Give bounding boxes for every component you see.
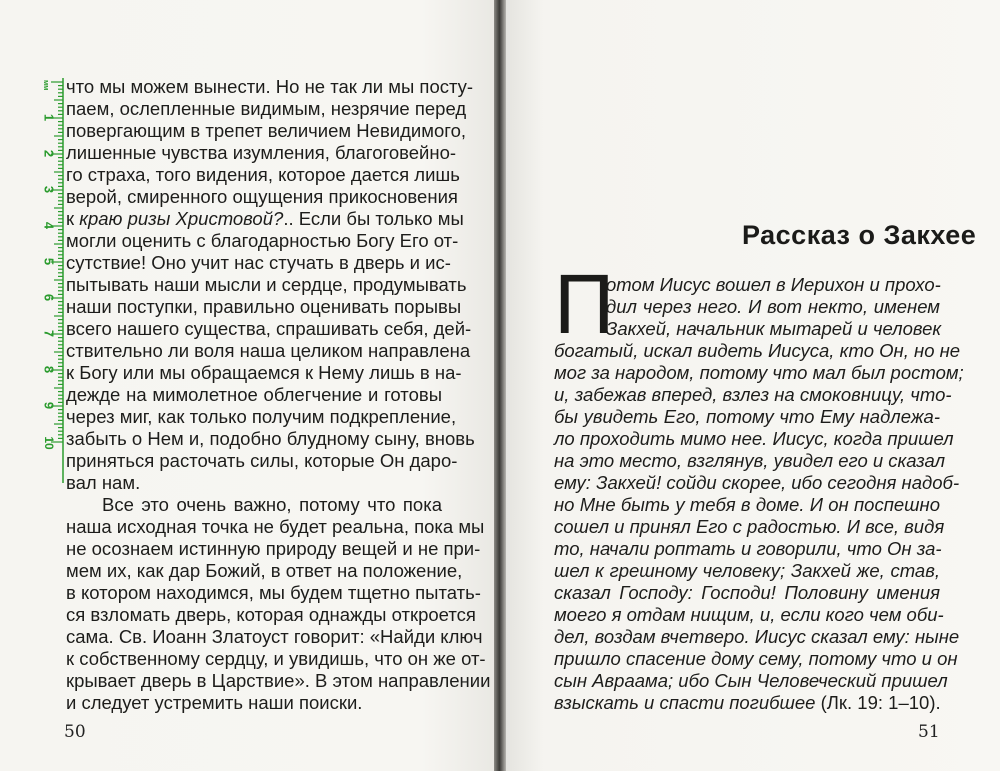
text-line: то, начали роптать и говорили, что Он за- [554,538,942,559]
text-line: Закхей, начальник мытарей и человек [606,318,942,339]
text-line: к собственному сердцу, и увидишь, что он же от- [66,648,486,669]
text-line: мем их, как дар Божий, в ответ на положение, [66,560,463,581]
text-line: пришло спасение дому сему, потому что и он [554,648,958,669]
text-fragment: .. Если бы только мы [283,208,464,229]
ruler-mark: 4 [41,221,57,230]
text-line: не осознаем истинную природу вещей и не при- [66,538,481,559]
text-line [66,208,464,230]
text-line: наши поступки, правильно оценивать порывы [66,296,462,317]
ruler-mark: 1 [41,113,57,122]
ruler-mark: 6 [41,293,57,302]
text-line: и следует устремить наши поиски. [66,692,363,713]
text-line: наша исходная точка не будет реальна, пока мы [66,516,485,537]
text-line: ся взломать дверь, которая однажды откроется [66,604,476,625]
text-line: через миг, как только получим подкрепление, [66,406,457,427]
text-line: сказал Господу: Господи! Половину имения [554,582,940,603]
chapter-title: Рассказ о Закхее [742,220,977,250]
text-line: богатый, искал видеть Иисуса, кто Он, но не [554,340,961,361]
text-line: верой, смиренного ощущения прикосновения [66,186,458,207]
text-line: паем, ослепленные видимым, незрячие перед [66,98,467,119]
text-line: дел, воздам вчетверо. Иисус сказал ему: ныне [554,626,960,647]
text-line: приняться расточать силы, которые Он даро- [66,450,458,471]
text-line: вал нам. [66,472,141,493]
text-line: бы увидеть Его, потому что Ему надлежа- [554,406,940,427]
text-line: ло проходить мимо нее. Иисус, когда пришел [554,428,954,449]
italic-quote: краю ризы Христовой? [79,208,284,229]
text-line: дил через него. И вот некто, именем [606,296,940,317]
text-fragment: взыскать и спасти погибшее [554,692,821,713]
ruler-mark: 7 [41,329,57,338]
text-line [554,692,941,714]
text-line: крывает дверь в Царствие». В этом направлении [66,670,491,691]
scripture-reference: (Лк. 19: 1–10). [820,692,941,713]
text-line: мог за народом, потому что мал был ростом; [554,362,964,383]
ruler-unit: мм [42,80,49,91]
page-number-right: 51 [918,722,940,742]
ruler-ticks [42,78,64,483]
text-line: ему: Закхей! сойди скорее, ибо сегодня надоб- [554,472,960,493]
text-line: в котором находимся, мы будем тщетно пытать- [66,582,481,603]
text-line: и, забежав вперед, взлез на смоковницу, что- [554,384,952,405]
text-line: к Богу или мы обращаемся к Нему лишь в на- [66,362,462,383]
text-line: ствительно ли воля наша целиком направлена [66,340,471,361]
drop-cap: П [554,257,615,351]
text-line: сама. Св. Иоанн Златоуст говорит: «Найди ключ [66,626,483,647]
text-line: Все это очень важно, потому что пока [102,494,442,515]
text-line: что мы можем вынести. Но не так ли мы посту- [66,76,474,97]
text-line: шел к грешному человеку; Закхей же, став, [554,560,940,581]
measurement-ruler [42,78,64,483]
text-line: могли оценить с благодарностью Богу Его от- [66,230,459,251]
text-line: го страха, того видения, которое дается лишь [66,164,460,185]
text-line: сын Авраама; ибо Сын Человеческий пришел [554,670,948,691]
text-line: на это место, взглянув, увидел его и сказал [554,450,946,471]
text-line: всего нашего существа, спрашивать себя, дей- [66,318,472,339]
text-line: дежде на мимолетное облегчение и готовы [66,384,442,405]
ruler-mark: 9 [41,401,57,410]
text-fragment: к [66,208,80,229]
text-line: сошел и принял Его с радостью. И все, видя [554,516,945,537]
ruler-mark: 10 [42,436,56,450]
book-gutter [494,0,506,771]
ruler-mark: 8 [41,365,57,374]
text-line: пытывать наши мысли и сердце, продумывать [66,274,467,295]
text-line: моего я отдам нищим, и, если кого чем оби- [554,604,944,625]
text-line: сутствие! Оно учит нас стучать в дверь и ис- [66,252,451,273]
ruler-mark: 5 [41,257,57,266]
ruler-mark: 2 [41,149,57,158]
text-line: забыть о Нем и, подобно блудному сыну, вновь [66,428,475,449]
ruler-mark: 3 [41,185,57,194]
text-line: лишенные чувства изумления, благоговейно- [66,142,457,163]
text-line: отом Иисус вошел в Иерихон и прохо- [606,274,941,295]
text-line: но Мне быть у тебя в доме. И он поспешно [554,494,940,515]
text-line: повергающим в трепет величием Невидимого, [66,120,467,141]
page-number-left: 50 [64,722,86,742]
